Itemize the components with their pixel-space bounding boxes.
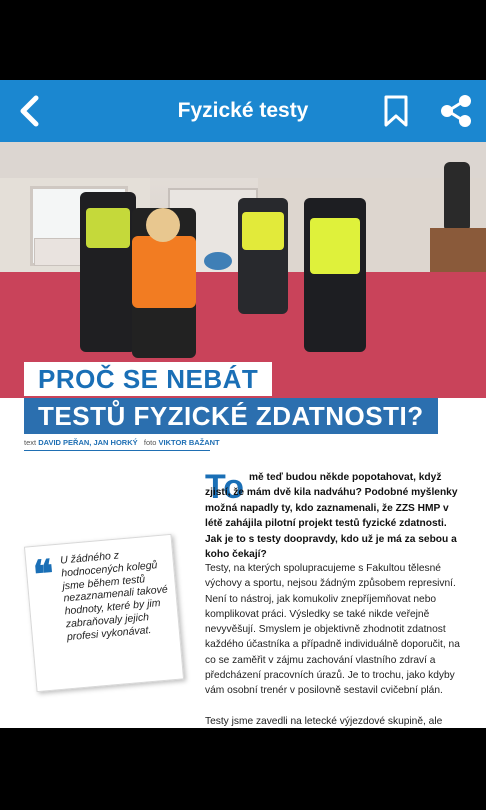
navigation-bar	[0, 728, 486, 810]
headline-line-2: TESTŮ FYZICKÉ ZDATNOSTI?	[24, 398, 438, 434]
photo-label: foto	[143, 438, 157, 447]
app-bar	[0, 80, 486, 142]
credits-rule	[24, 450, 210, 451]
text-label: text	[24, 438, 37, 447]
article-page[interactable]	[0, 142, 486, 728]
dropcap: To	[205, 468, 245, 506]
authors: DAVID PEŘAN, JAN HORKÝ	[38, 438, 138, 447]
article-photo	[0, 142, 486, 398]
paragraph: Testy, na kterých spolupracujeme s Fakultou tělesné výchovy a sportu, nejsou žádným způsobem represivní. Není to nástroj, jak komukoliv znepříjemňovat nebo komplikovat práci. Výsledky se také nikde veřejně nevyvěšují. Smyslem je objektivně zhodnotit zdatnost každého účastníka a případně individuálně doporučit, na co se zaměřit v zájmu zachování vlastního zdraví a předcházení pracovních úrazů. Je to trochu, jako kdyby vám osobní trenér v posilovně sestavil cvičební plán.	[205, 563, 460, 697]
quote-mark-icon: ❝	[31, 553, 56, 597]
status-bar	[0, 0, 486, 80]
lead-paragraph	[205, 470, 460, 562]
pull-quote	[24, 534, 184, 692]
photographer: VIKTOR BAŽANT	[158, 438, 220, 447]
paragraph: Testy jsme zavedli na letecké výjezdové skupině, ale	[205, 715, 443, 727]
share-icon[interactable]	[440, 94, 472, 128]
pull-quote-text: U žádného z hodnocených kolegů jsme během testů nezaznamenali takové hodnoty, které by jim zabraňovaly jejich profesi vykonávat.	[59, 549, 169, 644]
page-title: Fyzické testy	[177, 99, 309, 122]
bookmark-icon[interactable]	[383, 95, 409, 127]
lead-text: mě teď budou někde popotahovat, když zjistí, že mám dvě kila nadváhu? Podobné myšlenky možná napadly ty, kdo zaznamenali, že ZZS HMP v létě zahájila pilotní projekt testů fyzické zdatnosti. Jak je to s testy doopravdy, kdo už je má za sebou a koho čekají?	[205, 472, 458, 561]
credits	[24, 438, 220, 447]
headline-line-1: PROČ SE NEBÁT	[24, 362, 272, 396]
